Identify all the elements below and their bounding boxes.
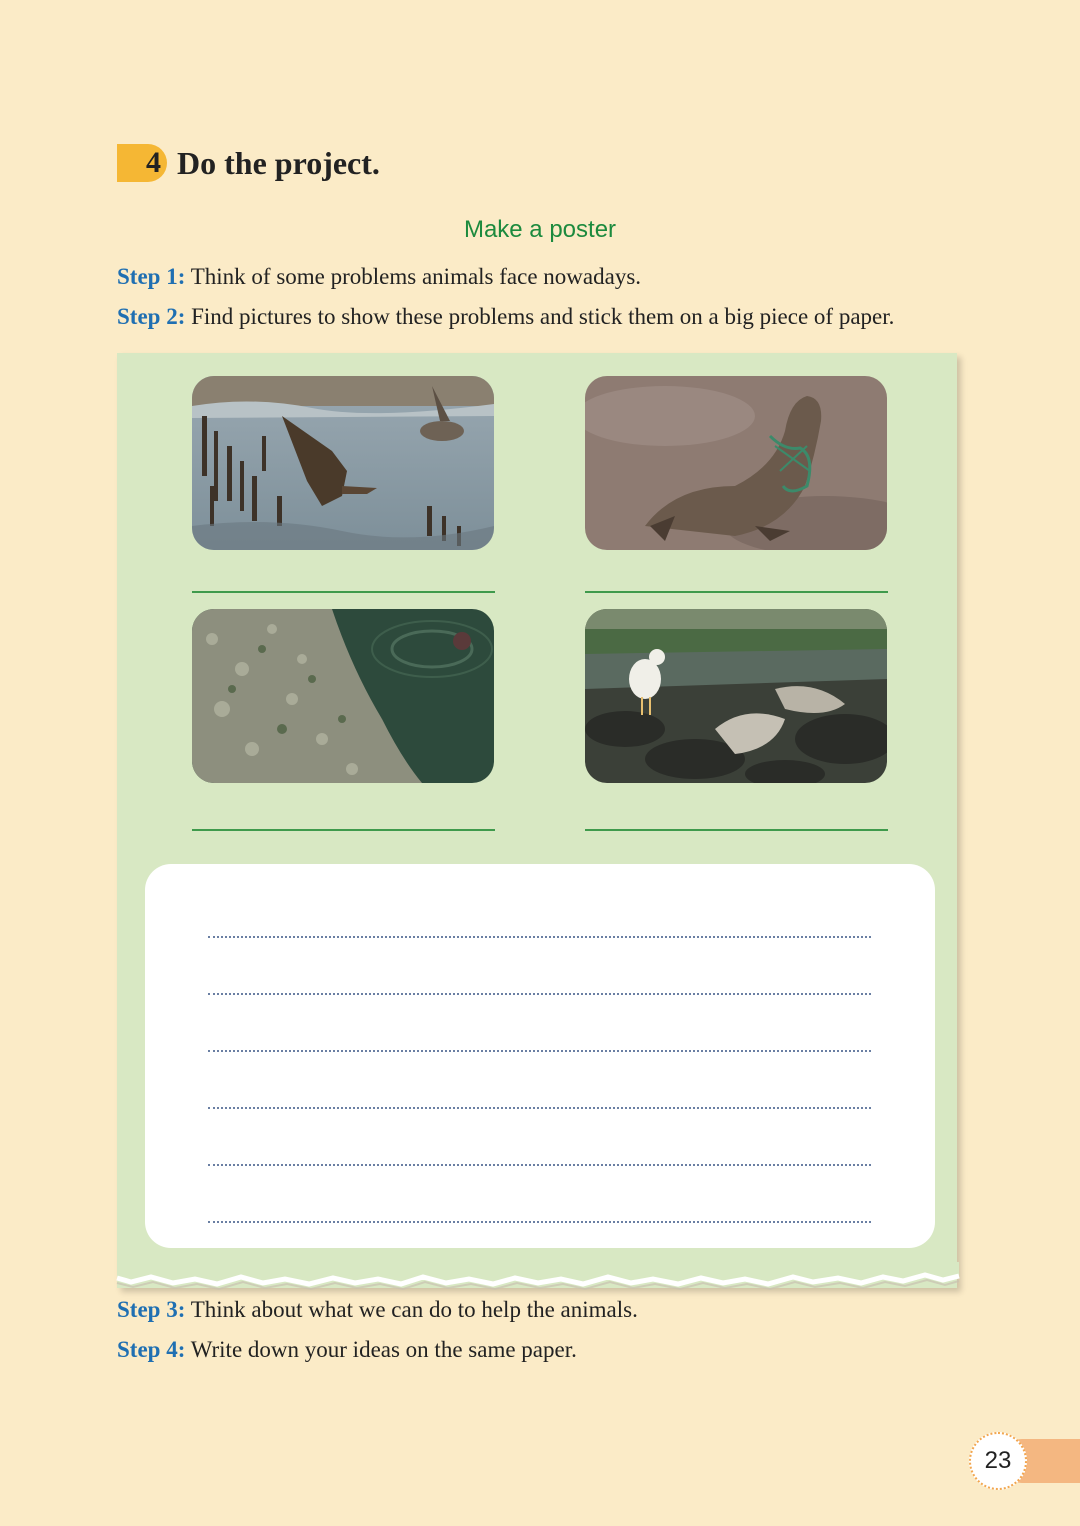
step-text: Think of some problems animals face nowadays. — [190, 264, 642, 289]
writing-line[interactable] — [208, 1050, 871, 1052]
step-label: Step 3: — [117, 1297, 186, 1322]
caption-line-2[interactable] — [585, 591, 888, 593]
sea-lion-tangled-in-net-photo — [585, 376, 887, 550]
writing-line[interactable] — [208, 1221, 871, 1223]
dead-seals-on-rocks-photo — [585, 609, 887, 783]
oil-covered-pelican-photo — [192, 376, 494, 550]
torn-paper-edge — [113, 1262, 963, 1296]
dead-fish-in-water-photo — [192, 609, 494, 783]
step-text: Think about what we can do to help the animals. — [190, 1297, 638, 1322]
step-text: Write down your ideas on the same paper. — [190, 1337, 577, 1362]
step-2 — [117, 304, 894, 330]
section-number-badge: 4 — [117, 144, 167, 182]
caption-line-3[interactable] — [192, 829, 495, 831]
step-label: Step 4: — [117, 1337, 186, 1362]
photo-sea-lion — [585, 376, 887, 550]
caption-line-1[interactable] — [192, 591, 495, 593]
writing-line[interactable] — [208, 993, 871, 995]
step-4 — [117, 1337, 577, 1363]
writing-area[interactable] — [145, 864, 935, 1248]
section-header — [117, 144, 380, 182]
writing-line[interactable] — [208, 1164, 871, 1166]
step-1 — [117, 264, 641, 290]
step-text: Find pictures to show these problems and stick them on a big piece of paper. — [191, 304, 895, 329]
caption-line-4[interactable] — [585, 829, 888, 831]
step-3 — [117, 1297, 638, 1323]
photo-oil-pelican — [192, 376, 494, 550]
step-label: Step 1: — [117, 264, 186, 289]
section-title: Do the project. — [177, 144, 380, 181]
photo-dead-seals — [585, 609, 887, 783]
activity-subtitle: Make a poster — [463, 216, 617, 243]
photo-dead-fish — [192, 609, 494, 783]
writing-line[interactable] — [208, 1107, 871, 1109]
writing-line[interactable] — [208, 936, 871, 938]
step-label: Step 2: — [117, 304, 186, 329]
page-number: 23 — [969, 1432, 1027, 1490]
